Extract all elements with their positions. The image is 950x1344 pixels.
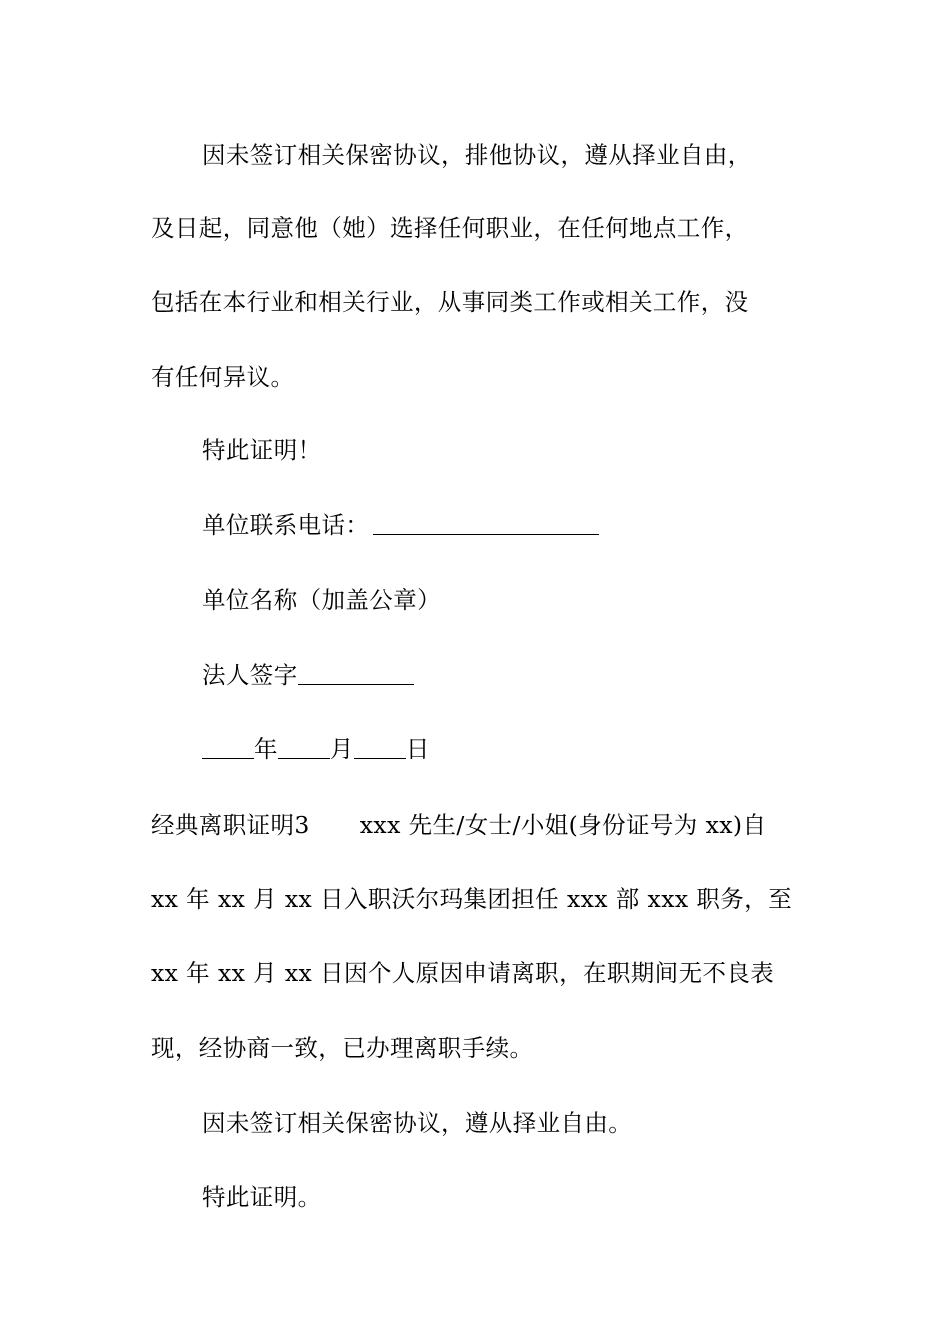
month-blank — [278, 736, 330, 759]
certify-text: 特此证明。 — [202, 1183, 322, 1211]
month-label: 月 — [329, 735, 354, 763]
day-blank — [354, 736, 406, 759]
phone-field — [202, 510, 862, 540]
paragraph-line: xx 年 xx 月 xx 日入职沃尔玛集团担任 xxx 部 xxx 职务，至 — [151, 885, 792, 913]
paragraph-line: 现，经协商一致，已办理离职手续。 — [151, 1034, 534, 1062]
paragraph-line: 包括在本行业和相关行业，从事同类工作或相关工作，没 — [151, 288, 749, 316]
paragraph-line: xx 年 xx 月 xx 日因个人原因申请离职，在职期间无不良表 — [151, 959, 775, 987]
paragraph-line: 因未签订相关保密协议，排他协议，遵从择业自由， — [202, 141, 752, 169]
paragraph-line: xxx 先生/女士/小姐(身份证号为 xx)自 — [359, 811, 767, 839]
signature-label: 法人签字 — [202, 661, 298, 689]
section-line — [151, 810, 811, 840]
phone-label: 单位联系电话： — [202, 511, 370, 539]
day-label: 日 — [405, 735, 430, 763]
section-title: 经典离职证明3 — [151, 811, 310, 839]
paragraph-line: 有任何异议。 — [151, 363, 295, 391]
certify-text: 特此证明！ — [202, 436, 322, 464]
signature-blank — [298, 662, 414, 685]
year-label: 年 — [254, 735, 278, 763]
unit-name-label: 单位名称（加盖公章） — [202, 586, 441, 614]
signature-field — [202, 660, 862, 690]
year-blank — [202, 736, 254, 759]
paragraph-line: 及日起，同意他（她）选择任何职业，在任何地点工作， — [151, 214, 749, 242]
phone-blank — [373, 512, 599, 535]
date-field — [202, 734, 862, 764]
paragraph-line: 因未签订相关保密协议，遵从择业自由。 — [202, 1109, 633, 1137]
